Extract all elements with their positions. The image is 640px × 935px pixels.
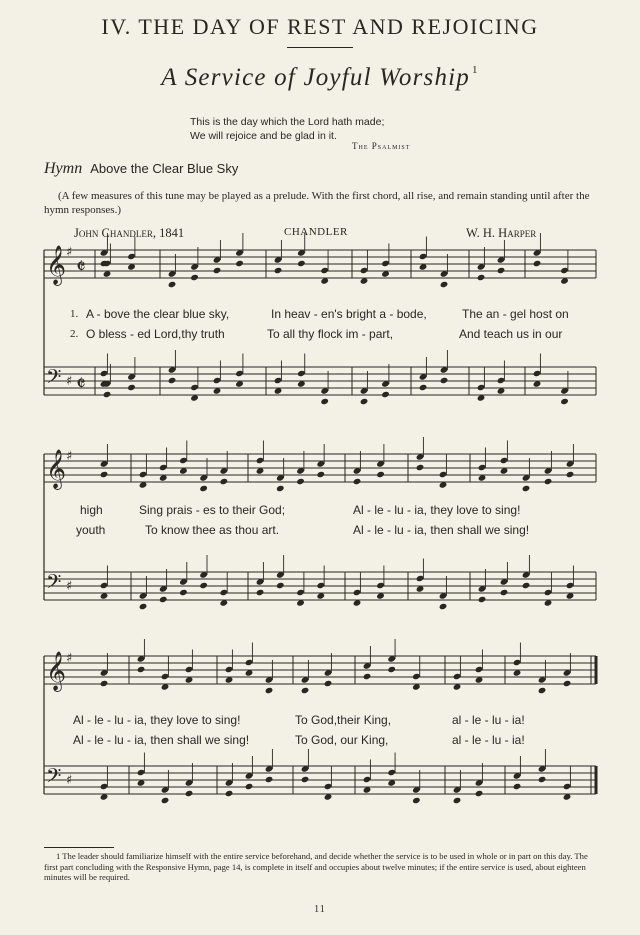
note-head <box>453 797 462 804</box>
note-head <box>497 267 506 274</box>
verse-number: 2. <box>70 328 79 340</box>
tune-name: CHANDLER <box>284 226 348 238</box>
note-head <box>316 471 325 478</box>
bass-clef: 𝄢 <box>46 764 62 792</box>
bass-clef: 𝄢 <box>46 570 62 598</box>
note-head <box>522 485 531 492</box>
note-head <box>301 776 310 783</box>
note-head <box>320 398 329 405</box>
note-head <box>538 687 547 694</box>
note-head <box>563 680 572 687</box>
note-head <box>478 596 487 603</box>
note-head <box>225 790 234 797</box>
hymn-composer: W. H. Harper <box>466 226 537 240</box>
note-head <box>179 589 188 596</box>
note-head <box>245 783 254 790</box>
key-signature: ♯ <box>66 245 73 260</box>
lyric-line: In heav - en's bright a - bode, <box>271 307 427 321</box>
note-head <box>199 582 208 589</box>
verse-number: 1. <box>70 308 79 320</box>
note-head <box>296 478 305 485</box>
key-signature: ♯ <box>66 651 73 666</box>
note-head <box>363 673 372 680</box>
lyric-line: To God,their King, <box>295 713 392 727</box>
lyric-line: To God, our King, <box>295 733 389 747</box>
bass-clef: 𝄢 <box>46 365 62 393</box>
key-signature: ♯ <box>66 773 73 788</box>
note-head <box>213 267 222 274</box>
note-head <box>381 391 390 398</box>
lyric-line: A - bove the clear blue sky, <box>86 307 230 321</box>
note-head <box>419 384 428 391</box>
note-head <box>538 776 547 783</box>
note-head <box>139 603 148 610</box>
note-head <box>256 589 265 596</box>
time-signature: 𝄵 <box>76 372 86 397</box>
note-head <box>276 582 285 589</box>
lyric-line: To all thy flock im - part, <box>267 327 394 341</box>
service-title-text: A Service of Joyful Worship <box>161 64 471 91</box>
note-head <box>159 596 168 603</box>
lyric-line: Sing prais - es to their God; <box>139 503 286 517</box>
lyric-line: Al - le - lu - ia, then shall we sing! <box>353 523 530 537</box>
lyric-line: To know thee as thou art. <box>145 523 280 537</box>
key-signature: ♯ <box>66 449 73 464</box>
lyric-line: al - le - lu - ia! <box>452 733 525 747</box>
key-signature: ♯ <box>66 374 73 389</box>
hymn-title: Above the Clear Blue Sky <box>90 161 239 176</box>
lyric-line: O bless - ed Lord,thy truth <box>86 327 225 341</box>
note-head <box>276 485 285 492</box>
treble-clef: 𝄞 <box>46 449 67 489</box>
treble-clef: 𝄞 <box>46 245 67 285</box>
note-head <box>522 582 531 589</box>
note-head <box>324 680 333 687</box>
lyric-line: The an - gel host on <box>462 307 569 321</box>
note-head <box>127 384 136 391</box>
note-head <box>297 260 306 267</box>
note-head <box>190 274 199 281</box>
page-number: 11 <box>314 904 326 915</box>
note-head <box>387 666 396 673</box>
epigraph-line-2: We will rejoice and be glad in it. <box>190 130 337 142</box>
note-head <box>168 281 177 288</box>
note-head <box>137 666 146 673</box>
epigraph-attribution: The Psalmist <box>352 141 411 151</box>
lyric-line: And teach us in our <box>459 327 563 341</box>
time-signature: 𝄵 <box>76 255 86 280</box>
lyric-line: youth <box>76 523 106 537</box>
key-signature: ♯ <box>66 579 73 594</box>
hymn-label: Hymn <box>44 160 83 177</box>
note-head <box>360 398 369 405</box>
note-head <box>235 260 244 267</box>
epigraph-line-1: This is the day which the Lord hath made; <box>190 116 385 128</box>
note-head <box>265 776 274 783</box>
note-head <box>103 391 112 398</box>
footnote-rule <box>44 847 114 848</box>
note-head <box>513 783 522 790</box>
lyric-line: al - le - lu - ia! <box>452 713 525 727</box>
note-head <box>199 485 208 492</box>
footnote: 1 The leader should familiarize himself with the entire service beforehand, and decide whether the service is to be used in whole or in part on this day. The first part concluding with the Responsive Hymn, page 14, is complete in itself and occupies about twelve minutes; if the entire service is used, about eighteen minutes will be required. <box>44 851 588 883</box>
note-head <box>566 471 575 478</box>
lyric-line: Al - le - lu - ia, they love to sing! <box>73 713 241 727</box>
note-head <box>353 478 362 485</box>
note-head <box>301 687 310 694</box>
note-head <box>161 797 170 804</box>
note-head <box>376 471 385 478</box>
note-head <box>412 797 421 804</box>
treble-clef: 𝄞 <box>46 651 67 691</box>
note-head <box>416 464 425 471</box>
note-head <box>185 790 194 797</box>
note-head <box>533 260 542 267</box>
note-head <box>439 603 448 610</box>
note-head <box>274 267 283 274</box>
section-title: IV. THE DAY OF REST AND REJOICING <box>101 14 539 39</box>
note-head <box>440 281 449 288</box>
note-head <box>168 377 177 384</box>
hymn-author: John Chandler, 1841 <box>74 226 185 240</box>
footnote-mark: 1 <box>472 64 479 76</box>
lyric-line: Al - le - lu - ia, then shall we sing! <box>73 733 250 747</box>
note-head <box>477 274 486 281</box>
note-head <box>500 589 509 596</box>
note-head <box>544 478 553 485</box>
lyric-line: Al - le - lu - ia, they love to sing! <box>353 503 521 517</box>
hymn-instruction: (A few measures of this tune may be played as a prelude. With the first chord, all rise, and remain standing until after the hymn responses.) <box>44 190 590 216</box>
note-head <box>100 471 109 478</box>
note-head <box>100 680 109 687</box>
lyric-line: high <box>80 503 103 517</box>
note-head <box>560 398 569 405</box>
note-head <box>475 790 484 797</box>
note-head <box>220 478 229 485</box>
note-head <box>440 377 449 384</box>
note-head <box>265 687 274 694</box>
